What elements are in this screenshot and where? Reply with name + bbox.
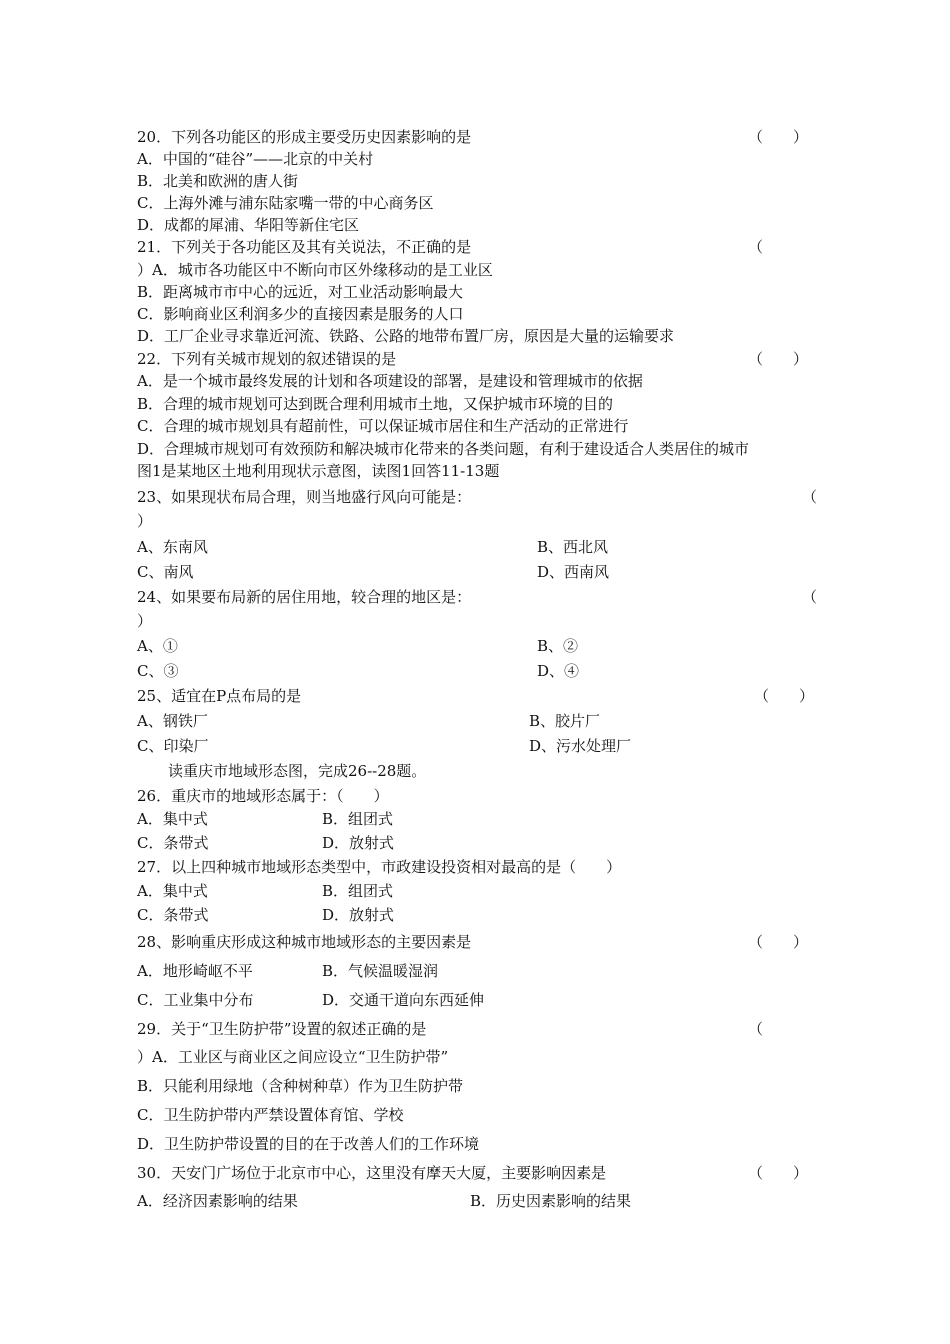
q29-option-a: ）A．工业区与商业区之间应设立“卫生防护带” [137,1048,449,1066]
q21-stem: 21．下列关于各功能区及其有关说法，不正确的是 [137,238,472,256]
q23-option-a: A、东南风 [137,538,208,556]
q25-option-b: B、胶片厂 [529,712,601,730]
q27-option-a: A．集中式 [137,882,208,900]
q26-stem: 26．重庆市的地域形态属于：（ ） [137,787,389,805]
q20-option-d: D．成都的犀浦、华阳等新住宅区 [137,216,360,234]
q28-option-c: C．工业集中分布 [137,991,254,1009]
figure1-intro: 图1是某地区土地利用现状示意图，读图1回答11-13题 [137,462,500,480]
q22-option-c: C．合理的城市规划具有超前性，可以保证城市居住和生产活动的正常进行 [137,417,629,435]
q25-option-d: D、污水处理厂 [529,737,632,755]
q20-answer-paren: （ ） [748,128,809,146]
q24-option-c: C、③ [137,662,179,680]
q22-stem: 22．下列有关城市规划的叙述错误的是 [137,350,397,368]
q23-stem: 23、如果现状布局合理，则当地盛行风向可能是： [137,488,472,506]
q27-stem: 27．以上四种城市地域形态类型中，市政建设投资相对最高的是（ ） [137,858,622,876]
q22-option-a: A．是一个城市最终发展的计划和各项建设的部署，是建设和管理城市的依据 [137,372,643,390]
q27-option-c: C．条带式 [137,906,209,924]
q22-option-b: B．合理的城市规划可达到既合理利用城市土地，又保护城市环境的目的 [137,395,614,413]
q28-option-a: A．地形崎岖不平 [137,962,253,980]
q26-option-b: B．组团式 [322,810,394,828]
chongqing-map-intro: 读重庆市地域形态图，完成26--28题。 [168,762,427,780]
q22-answer-paren: （ ） [748,350,809,368]
q25-option-a: A、钢铁厂 [137,712,208,730]
q24-option-b: B、② [537,637,579,655]
q26-option-c: C．条带式 [137,834,209,852]
q24-paren-close: ） [137,612,153,630]
q30-answer-paren: （ ） [748,1164,809,1182]
q23-option-c: C、南风 [137,563,194,581]
q23-option-b: B、西北风 [537,538,609,556]
q28-option-d: D．交通干道向东西延伸 [322,991,485,1009]
q20-stem: 20．下列各功能区的形成主要受历史因素影响的是 [137,128,472,146]
q21-option-b: B．距离城市市中心的远近，对工业活动影响最大 [137,283,464,301]
q28-answer-paren: （ ） [748,933,809,951]
q27-option-d: D．放射式 [322,906,395,924]
q30-stem: 30．天安门广场位于北京市中心，这里没有摩天大厦，主要影响因素是 [137,1164,607,1182]
q27-option-b: B．组团式 [322,882,394,900]
q28-option-b: B．气候温暖湿润 [322,962,439,980]
q30-option-a: A．经济因素影响的结果 [137,1192,298,1210]
q29-answer-paren: （ [748,1020,764,1038]
q24-option-d: D、④ [537,662,580,680]
q23-answer-paren: （ [802,488,818,506]
q24-answer-paren: （ [802,588,818,606]
q29-option-b: B．只能利用绿地（含种树种草）作为卫生防护带 [137,1077,464,1095]
q22-option-d: D．合理城市规划可有效预防和解决城市化带来的各类问题，有利于建设适合人类居住的城市 [137,440,750,458]
q20-option-b: B．北美和欧洲的唐人街 [137,172,299,190]
q28-stem: 28、影响重庆形成这种城市地域形态的主要因素是 [137,933,472,951]
q29-option-c: C．卫生防护带内严禁设置体育馆、学校 [137,1106,404,1124]
q20-option-c: C．上海外滩与浦东陆家嘴一带的中心商务区 [137,194,434,212]
q21-option-d: D．工厂企业寻求靠近河流、铁路、公路的地带布置厂房，原因是大量的运输要求 [137,327,675,345]
q23-paren-close: ） [137,512,153,530]
q21-answer-paren: （ [748,238,764,256]
q25-option-c: C、印染厂 [137,737,209,755]
q24-option-a: A、① [137,637,178,655]
q21-option-a: ）A．城市各功能区中不断向市区外缘移动的是工业区 [137,261,493,279]
q29-option-d: D．卫生防护带设置的目的在于改善人们的工作环境 [137,1135,480,1153]
q26-option-d: D．放射式 [322,834,395,852]
q30-option-b: B．历史因素影响的结果 [470,1192,632,1210]
q20-option-a: A．中国的“硅谷”——北京的中关村 [137,150,374,168]
q25-stem: 25、适宜在P点布局的是 [137,687,302,705]
q24-stem: 24、如果要布局新的居住用地，较合理的地区是： [137,588,472,606]
q21-option-c: C．影响商业区利润多少的直接因素是服务的人口 [137,305,464,323]
q25-answer-paren: （ ） [754,687,815,705]
q23-option-d: D、西南风 [537,563,610,581]
q26-option-a: A．集中式 [137,810,208,828]
q29-stem: 29．关于“卫生防护带”设置的叙述正确的是 [137,1020,427,1038]
